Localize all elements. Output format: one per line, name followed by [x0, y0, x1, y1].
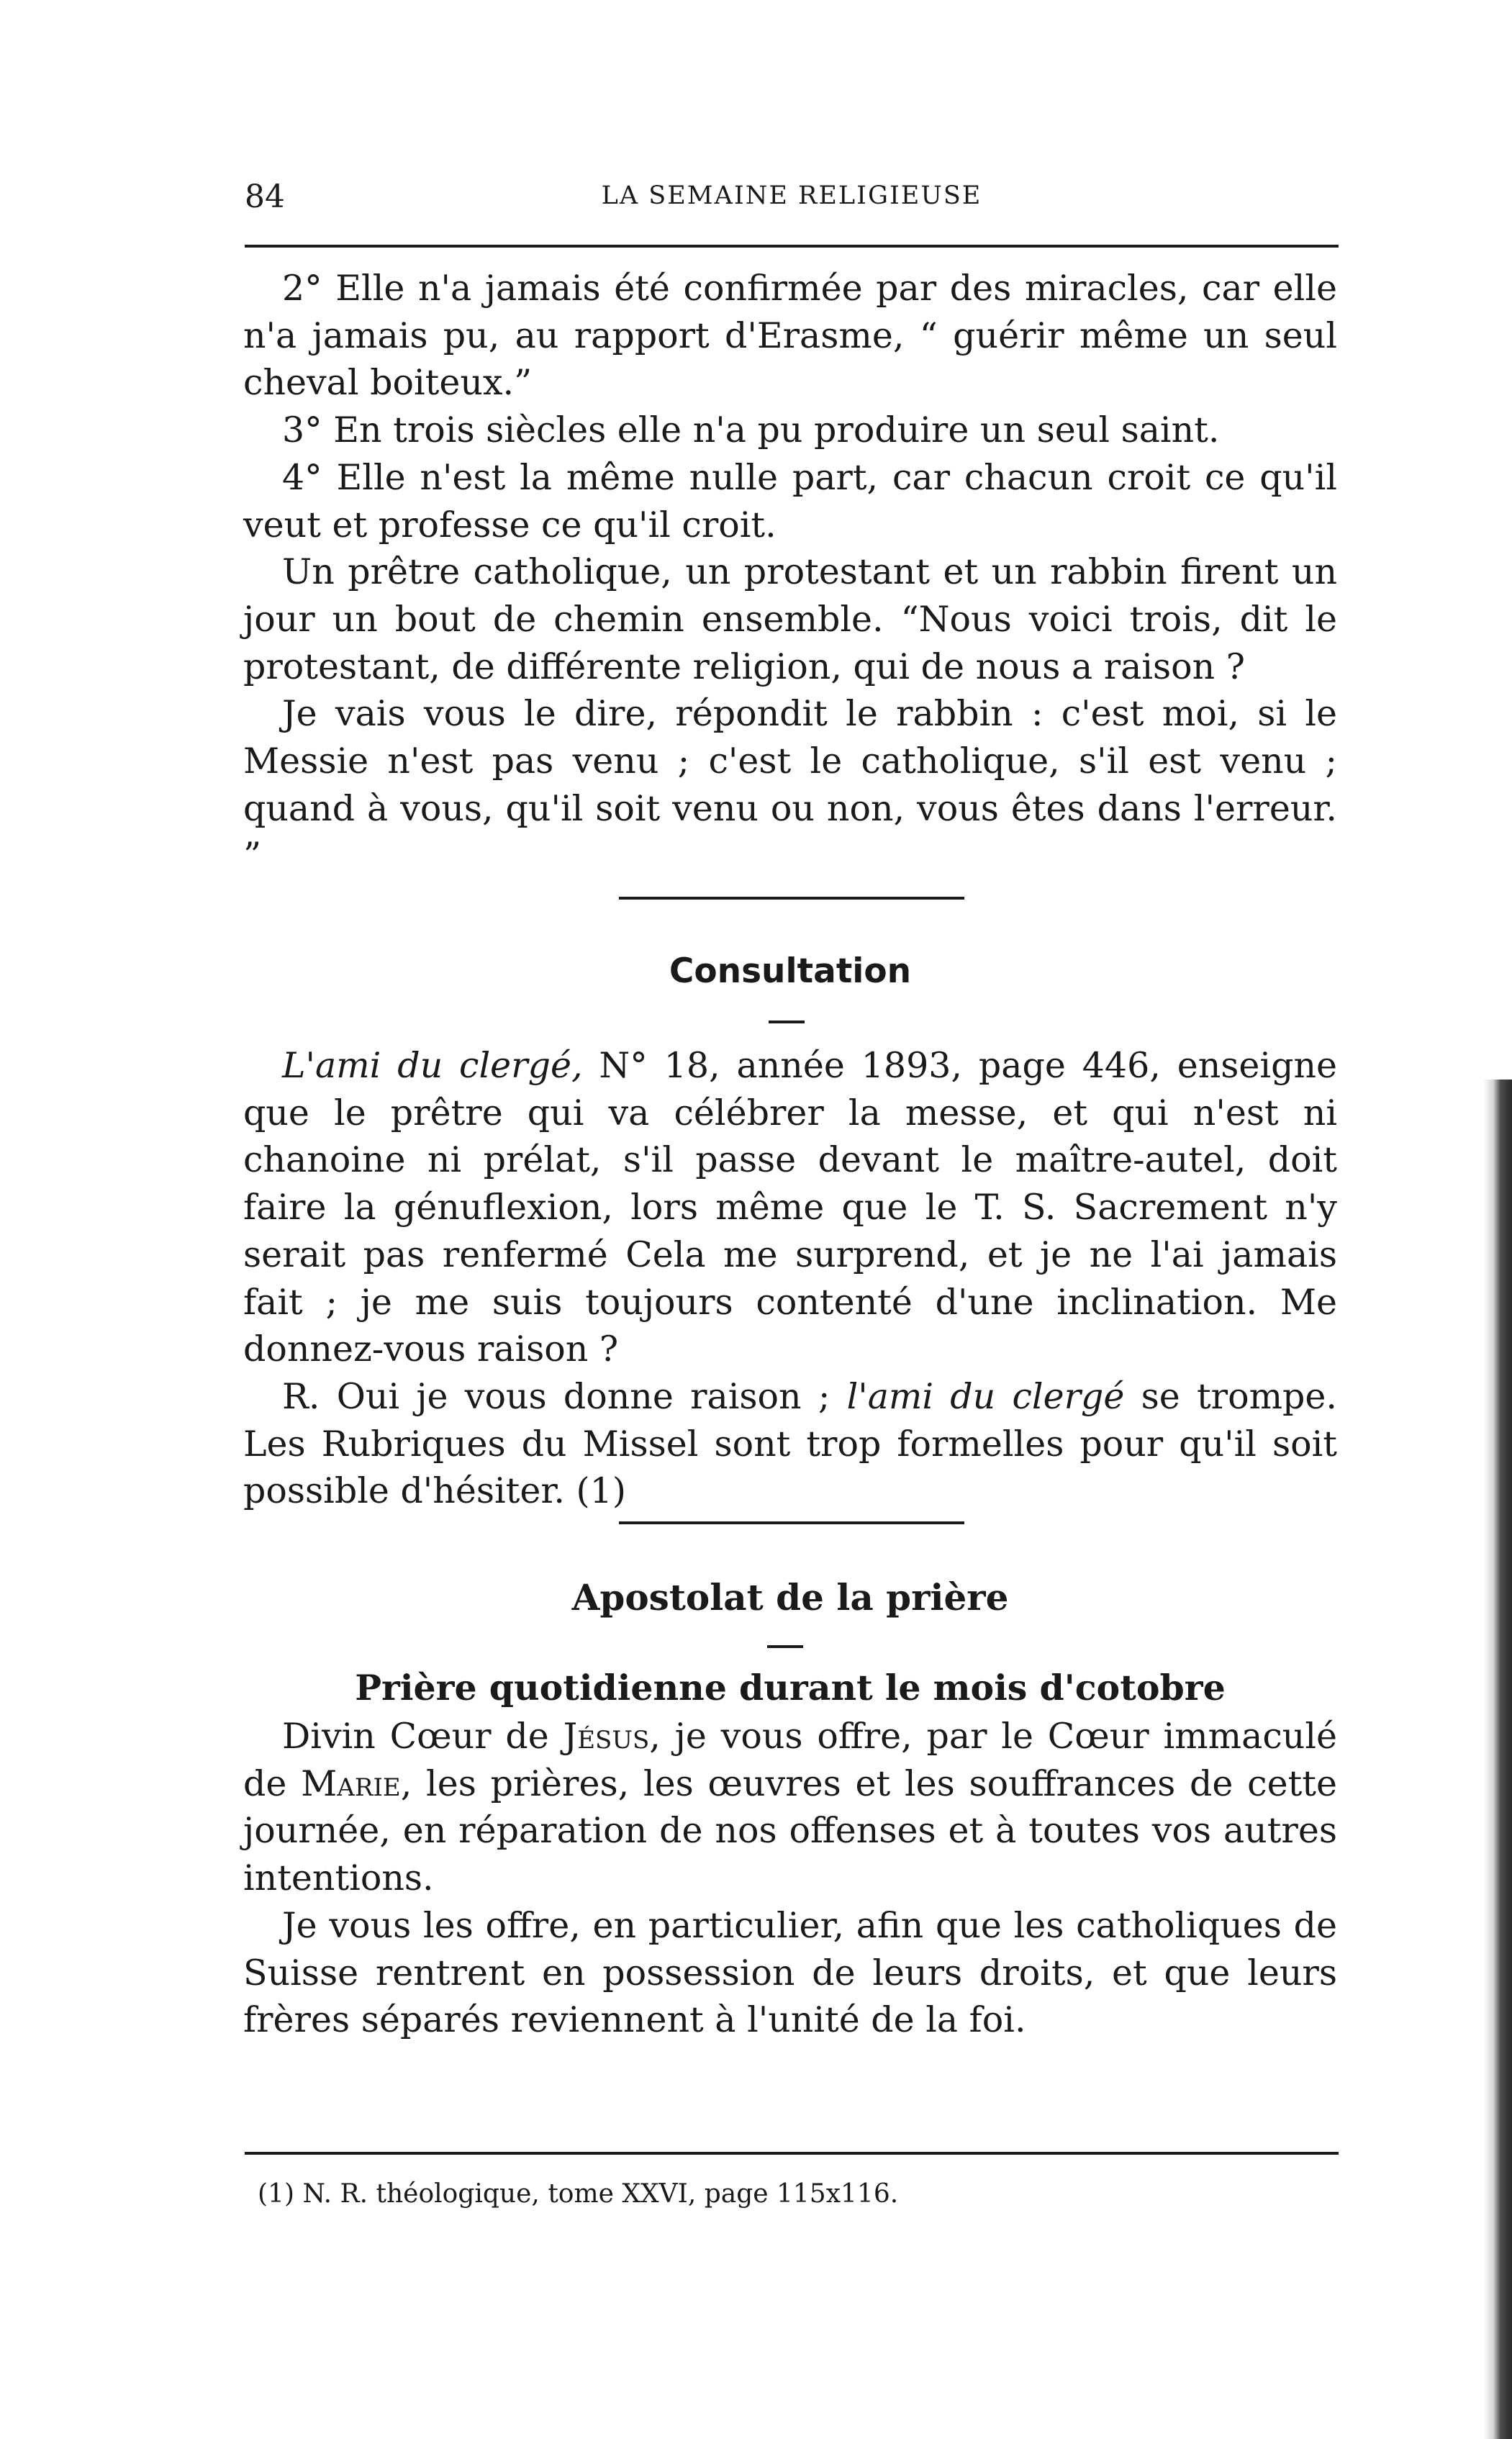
section-consultation — [243, 1042, 1337, 1515]
footnote: (1) N. R. théologique, tome XXVI, page 115x116. — [258, 2179, 899, 2209]
question-paragraph: L'ami du clergé, N° 18, année 1893, page 446, enseigne que le prêtre qui va célébrer la messe, et qui n'est ni chanoine ni prélat, s'il passe devant le maître-autel, doit faire la génuflexion, lors même que le T. S. Sacrement n'y serait pas renfermé Cela me surprend, et je ne l'ai jamais fait ; je me suis toujours contenté d'une inclination. Me donnez-vous raison ? — [243, 1045, 1337, 1370]
subheading: Prière quotidienne durant le mois d'cotobre — [355, 1667, 1226, 1709]
page-header — [245, 178, 1339, 229]
journal-title: l'ami du clergé — [846, 1375, 1125, 1417]
paragraph: Un prêtre catholique, un protestant et un rabbin firent un jour un bout de chemin ensemble. “Nous voici trois, dit le protestant, de différente religion, qui de nous a raison ? — [243, 551, 1337, 687]
paragraph: 3° En trois siècles elle n'a pu produire un seul saint. — [282, 409, 1220, 451]
running-head: LA SEMAINE RELIGIEUSE — [601, 181, 982, 210]
paragraph: 4° Elle n'est la même nulle part, car chacun croit ce qu'il veut et professe ce qu'il croit. — [243, 456, 1337, 546]
header-rule — [245, 245, 1339, 248]
section-separator — [619, 1521, 964, 1524]
page-edge-shadow — [1483, 1080, 1512, 2439]
prayer-paragraph: Je vous les offre, en particulier, afin que les catholiques de Suisse rentrent en possession de leurs droits, et que leurs frères séparés reviennent à l'unité de la foi. — [243, 1904, 1337, 2041]
section-protestantism — [243, 265, 1337, 879]
section-apostolat — [243, 1713, 1337, 2044]
page-number: 84 — [245, 178, 285, 215]
section-separator — [619, 897, 964, 900]
paragraph: 2° Elle n'a jamais été confirmée par des miracles, car elle n'a jamais pu, au rapport d'Erasme, “ guérir même un seul cheval boiteux.” — [243, 268, 1337, 404]
footnote-rule — [245, 2152, 1339, 2155]
journal-title: L'ami du clergé, — [282, 1045, 583, 1086]
heading-dash — [767, 1645, 803, 1648]
section-heading-apostolat: Apostolat de la prière — [571, 1576, 1009, 1619]
answer-paragraph: R. Oui je vous donne raison ; l'ami du clergé se trompe. Les Rubriques du Missel sont trop formelles pour qu'il soit possible d'hésiter. (1) — [243, 1375, 1337, 1512]
heading-dash — [769, 1021, 805, 1023]
prayer-paragraph: Divin Cœur de Jésus, je vous offre, par le Cœur immaculé de Marie, les prières, les œuvres et les souffrances de cette journée, en réparation de nos offenses et à toutes vos autres intentions. — [243, 1716, 1337, 1899]
section-heading-consultation: Consultation — [669, 951, 912, 991]
paragraph: Je vais vous le dire, répondit le rabbin : c'est moi, si le Messie n'est pas venu ; c'est le catholique, s'il est venu ; quand à vous, qu'il soit venu ou non, vous êtes dans l'erreur. ” — [243, 693, 1337, 877]
